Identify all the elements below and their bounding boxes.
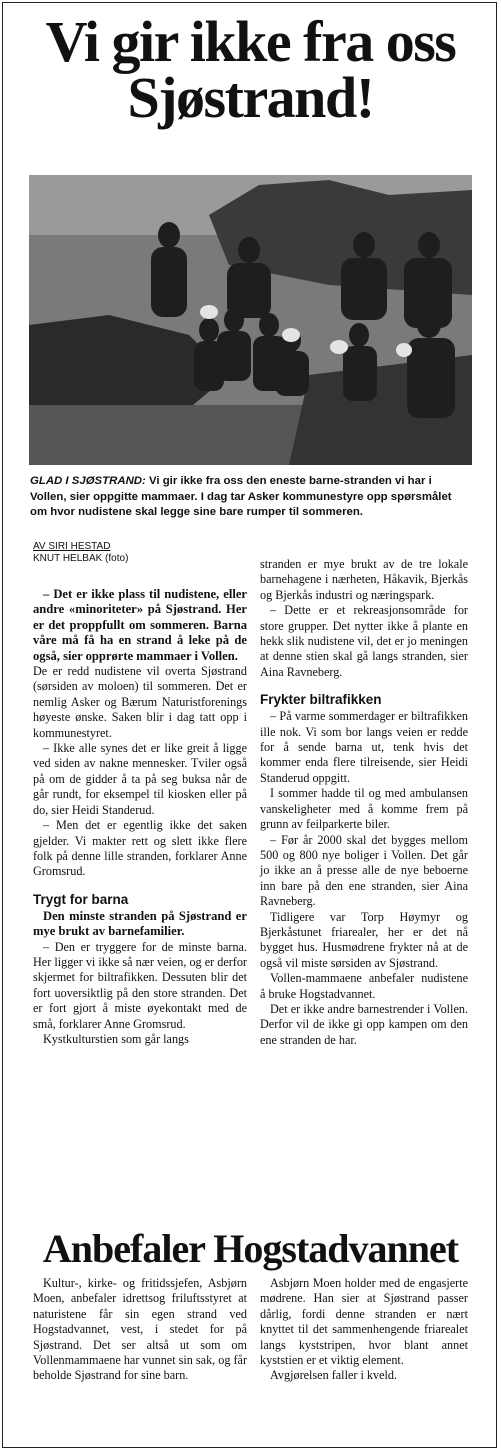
paragraph: Tidligere var Torp Høymyr og Bjerkåstunet friarealer, her er det nå bygget hus. Husmødrene frykter nå at de også vil miste sørsiden av Sjøstrand. (260, 909, 468, 970)
paragraph: – Men det er egentlig ikke det saken gjelder. Vi makter rett og slett ikke flere folk på denne lille stranden, forklarer Anne Gromsrud. (33, 818, 247, 879)
article-lead: – Det er ikke plass til nudistene, eller andre «minoriteter» på Sjøstrand. Her er det proppfullt om sommeren. Barna våre må få ha en strand å leke på de også, sier opprørte mammaer i Vollen. (33, 587, 247, 663)
paragraph: stranden er mye brukt av de tre lokale barnehagene i nærheten, Håkavik, Bjerkås og Bjerkås industri og næringspark. (260, 557, 468, 602)
paragraph: Asbjørn Moen holder med de engasjerte mødrene. Han sier at Sjøstrand passer dårlig, fordi denne stranden er nært knyttet til det sammenhengende friarealet langs kyststripen, hvor blant annet kyststien er et viktig element. (260, 1276, 468, 1368)
subheading-trygt: Trygt for barna (33, 891, 129, 907)
headline: Vi gir ikke fra oss Sjøstrand! (45, 9, 456, 130)
paragraph: – Den er tryggere for de minste barna. Her ligger vi ikke så nær veien, og er derfor skjermet for biltrafikken. Dessuten blir det fort uoversiktlig på den store stranden. Det er fort gjort å miste øyekontakt med de små, forklarer Anne Gromsrud. (33, 939, 247, 1031)
second-headline: Anbefaler Hogstadvannet (42, 1226, 459, 1271)
paragraph: – Ikke alle synes det er like greit å ligge ved siden av nakne mennesker. Tviler også på om de gidder å ta på seg buksa når de går rundt, for eksempel til kiosken eller på do, sier Heidi Standerud. (33, 741, 247, 817)
right-column (260, 557, 468, 1048)
paragraph: – Dette er et rekreasjonsområde for store grupper. Det nytter ikke å plante en hekk slik nudistene vil, det er jo meningen at denne stien skal gå langs stranden, sier Aina Ravneberg. (260, 603, 468, 679)
subheading-frykter: Frykter biltrafikken (260, 692, 382, 708)
photo-caption (30, 474, 470, 521)
paragraph: Det er ikke andre barnestrender i Vollen. Derfor vil de ikke gi opp kampen om den ene stranden de har. (260, 1001, 468, 1047)
paragraph: Kystkulturstien som går langs (43, 1031, 189, 1046)
byline-photo: KNUT HELBAK (foto) (33, 553, 129, 564)
byline-author: AV SIRI HESTAD (33, 541, 111, 552)
paragraph: I sommer hadde til og med ambulansen vanskeligheter med å komme frem på grunn av feilparkerte biler. (260, 786, 468, 832)
caption-lead: GLAD I SJØSTRAND: (30, 475, 146, 487)
caption-text: Vi gir ikke fra oss den eneste barne-stranden vi har i Vollen, sier oppgitte mammaer. I dag tar Asker kommunestyre opp spørsmålet om hvor nudistene skal legge sine bare rumper til sommeren. (30, 475, 452, 519)
section-lead: Den minste stranden på Sjøstrand er mye brukt av barnefamilier. (33, 908, 247, 939)
byline (33, 541, 247, 565)
bottom-right-column (260, 1276, 468, 1384)
bottom-left-column (33, 1276, 247, 1384)
paragraph: Vollen-mammaene anbefaler nudistene å bruke Hogstadvannet. (260, 971, 468, 1001)
paragraph: Avgjørelsen faller i kveld. (270, 1368, 398, 1383)
paragraph: Kultur-, kirke- og fritidssjefen, Asbjørn Moen, anbefaler idrettsog friluftsstyret at naturistene får sin egen strand ved Hogstadvannet, vest, i stedet for på Sjøstrand. Det ser altså ut som om Vollenmammaene har vunnet sin sak, og får beholde Sjøstrand for sine barn. (33, 1276, 248, 1383)
paragraph: – På varme sommerdager er biltrafikken ille nok. Vi som bor langs veien er redde for å sende barna ut, tenk hvis det kommer enda flere tilreisende, sier Heidi Standerud oppgitt. (260, 709, 468, 785)
paragraph: – Før år 2000 skal det bygges mellom 500 og 800 nye boliger i Vollen. Det går jo ikke an å presse alle de nye beboerne inn bare på den ene stranden, sier Aina Ravneberg. (260, 832, 468, 909)
group-photo (29, 175, 472, 465)
left-column (33, 541, 247, 1047)
beach-photo-illustration (29, 175, 472, 465)
paragraph: De er redd nudistene vil overta Sjøstrand (sørsiden av moloen) til sommeren. Det er nemlig Asker og Bærum Naturistforenings høyeste ønske. Saken blir i dag tatt opp i kommunestyret. (33, 664, 247, 740)
